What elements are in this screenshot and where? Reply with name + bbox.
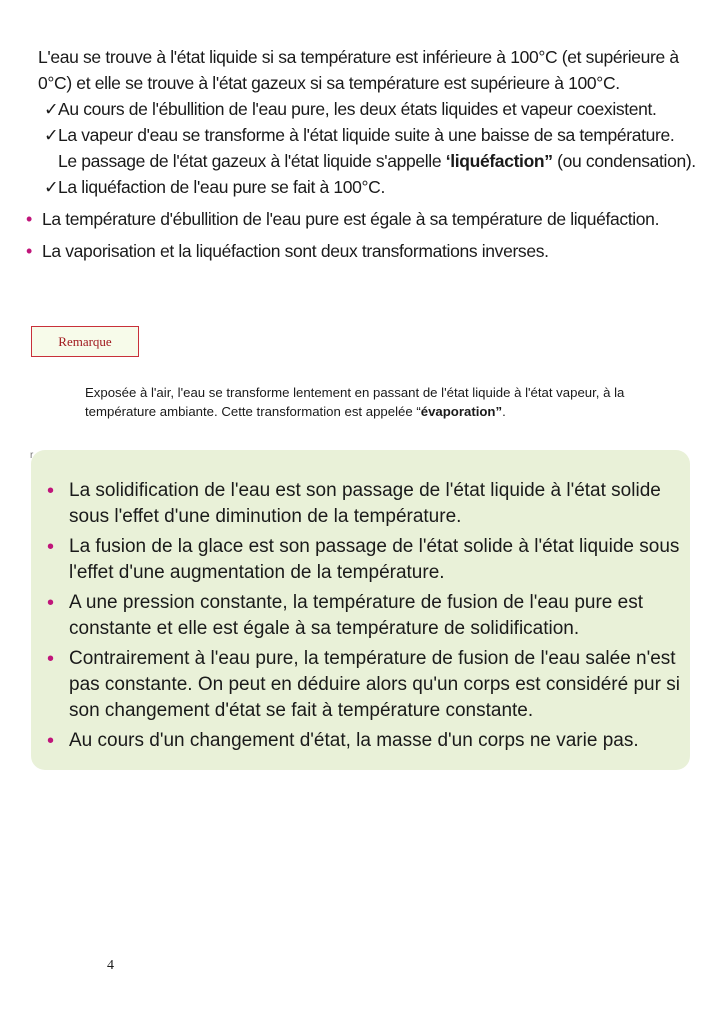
- remark-label: Remarque: [58, 333, 112, 349]
- list-item: [47, 590, 680, 642]
- bold-term: ‘liquéfaction”: [445, 151, 553, 171]
- bullet-item: [26, 238, 696, 264]
- remark-text-part: Exposée à l'air, l'eau se transforme lentement en passant de l'état liquide à l'état vapeur, à la température ambiante. Cette transformation est appelée “: [85, 385, 625, 419]
- remark-label-box: [31, 326, 139, 357]
- corner-mark: r: [30, 450, 34, 461]
- bullet-icon: •: [47, 536, 55, 558]
- bullet-icon: •: [47, 730, 55, 752]
- check-text-part: (ou condensation).: [552, 151, 696, 171]
- bullet-icon: •: [47, 480, 55, 502]
- list-item: [47, 478, 680, 530]
- bullet-item: [26, 206, 696, 232]
- list-item: [47, 646, 680, 724]
- check-item-text: [58, 122, 696, 174]
- remark-text-part: .: [502, 404, 506, 419]
- intro-paragraph: L'eau se trouve à l'état liquide si sa température est inférieure à 100°C (et supérieure à 0°C) et elle se trouve à l'état gazeux si sa température est supérieure à 100°C.: [38, 47, 679, 93]
- bullet-icon: •: [47, 592, 55, 614]
- check-item-text: La liquéfaction de l'eau pure se fait à 100°C.: [58, 177, 385, 197]
- bold-term: évaporation”: [420, 404, 503, 419]
- bullet-icon: •: [47, 648, 55, 670]
- check-icon: ✓: [44, 125, 59, 145]
- list-item-text: Contrairement à l'eau pure, la température de fusion de l'eau salée n'est pas constante. On peut en déduire alors qu'un corps est considéré pur si son changement d'état se fait à température constante.: [69, 648, 680, 721]
- bullet-icon: •: [26, 241, 32, 261]
- check-item: [44, 174, 696, 200]
- list-item-text: A une pression constante, la température de fusion de l'eau pure est constante et elle est égale à sa température de solidification.: [69, 592, 643, 639]
- check-text-part: La vapeur d'eau se transforme à l'état liquide suite à une baisse de sa température. Le passage de l'état gazeux à l'état liquide s'appelle: [58, 125, 675, 171]
- bullet-icon: •: [26, 209, 32, 229]
- list-item-text: Au cours d'un changement d'état, la masse d'un corps ne varie pas.: [69, 730, 639, 751]
- list-item-text: La solidification de l'eau est son passage de l'état liquide à l'état solide sous l'effet d'une diminution de la température.: [69, 480, 661, 527]
- remark-text: [85, 383, 645, 421]
- list-item: [47, 728, 680, 754]
- list-item: [47, 534, 680, 586]
- bullet-text: La température d'ébullition de l'eau pure est égale à sa température de liquéfaction.: [42, 209, 660, 229]
- check-icon: ✓: [44, 99, 59, 119]
- check-item: [44, 96, 696, 122]
- list-item-text: La fusion de la glace est son passage de l'état solide à l'état liquide sous l'effet d'une augmentation de la température.: [69, 536, 680, 583]
- main-text-block: [26, 44, 696, 264]
- page-number: 4: [107, 958, 114, 973]
- check-item-text: Au cours de l'ébullition de l'eau pure, les deux états liquides et vapeur coexistent.: [58, 99, 657, 119]
- summary-box: [31, 450, 690, 770]
- check-item: [44, 122, 696, 174]
- bullet-text: La vaporisation et la liquéfaction sont deux transformations inverses.: [42, 241, 549, 261]
- check-icon: ✓: [44, 177, 59, 197]
